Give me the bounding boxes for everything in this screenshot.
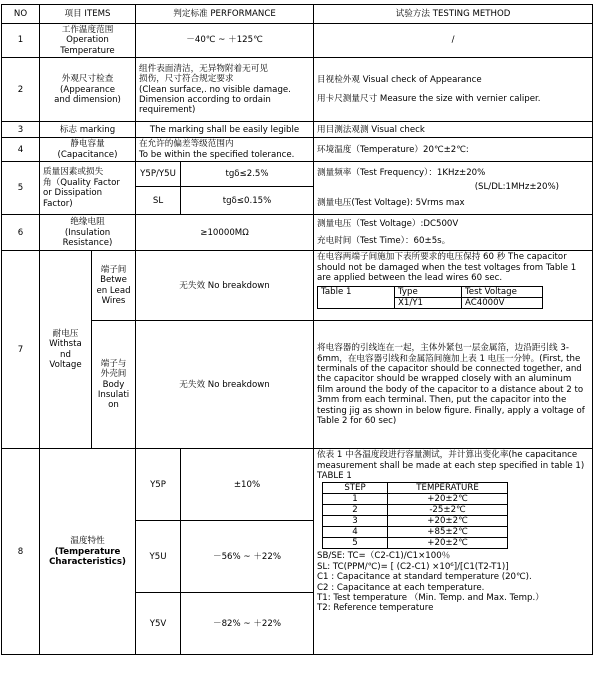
temperature-table-cell: 5 (323, 538, 388, 549)
temperature-table-cell: 2 (323, 505, 388, 516)
table-row (2, 215, 593, 251)
temperature-table-cell: 1 (323, 494, 388, 505)
row-no: 7 (2, 251, 40, 449)
temperature-table-cell: 3 (323, 516, 388, 527)
method-text: 依表 1 中各温度段进行容量测试，并计算出变化率(he capacitance measurement shall be made at each step specified in table 1) (317, 450, 585, 471)
performance-cell: The marking shall be easily legible (136, 122, 314, 138)
temp-type-cell: Y5P (136, 449, 181, 521)
performance-cell: 在允许的偏差等级范围内 To be within the specified tolerance. (136, 138, 314, 162)
table-row (2, 251, 593, 321)
item-cell: 标志 marking (40, 122, 136, 138)
table-row (2, 58, 593, 122)
item-cell: 外观尺寸检查 (Appearance and dimension) (40, 58, 136, 122)
table-row (2, 122, 593, 138)
temperature-table-cell: +85±2℃ (388, 527, 508, 538)
item-cell: 绝缘电阻 (Insulation Resistance) (40, 215, 136, 251)
temp-value-cell: －82% ~ ＋22% (181, 593, 314, 655)
dissipation-type-b: SL (136, 187, 181, 215)
voltage-table-cell: X1/Y1 (395, 298, 462, 309)
item-cell: 静电容量 (Capacitance) (40, 138, 136, 162)
method-cell (314, 162, 593, 215)
method-cell (314, 215, 593, 251)
dissipation-value-b: tgδ≤0.15% (181, 187, 314, 215)
header-performance: 判定标准 PERFORMANCE (136, 5, 314, 24)
performance-cell: 无失效 No breakdown (136, 321, 314, 449)
method-line: 用卡尺测量尺寸 Measure the size with vernier caliper. (317, 93, 541, 104)
method-line: 测量频率（Test Frequency）：1KHz±20% (317, 167, 486, 178)
row-no: 5 (2, 162, 40, 215)
method-cell: / (314, 24, 593, 58)
item-cell: 耐电压 Withsta nd Voltage (40, 251, 92, 449)
dissipation-value-a: tgδ≤2.5% (181, 162, 314, 187)
performance-cell: 无失效 No breakdown (136, 251, 314, 321)
row-no: 2 (2, 58, 40, 122)
temp-type-cell: Y5U (136, 521, 181, 593)
item-cell: 质量因素或损失 角（Quality Factor or Dissipation Factor) (40, 162, 136, 215)
method-line: 目视检外观 Visual check of Appearance (317, 75, 482, 86)
method-line: 充电时间（Test Time）：60±5s。 (317, 235, 451, 246)
spec-table (1, 4, 593, 655)
temperature-table-header: TEMPERATURE (388, 483, 508, 494)
formula-line: SL: TC(PPM/℃)= [ (C2-C1) ×10⁶]/[C1(T2-T1)] (317, 561, 509, 572)
voltage-table-title: Table 1 (318, 287, 395, 309)
table-row (2, 138, 593, 162)
method-cell: 环境温度（Temperature）20℃±2℃: (314, 138, 593, 162)
temp-type-cell: Y5V (136, 593, 181, 655)
method-cell (314, 58, 593, 122)
voltage-table-header: Test Voltage (462, 287, 543, 298)
performance-cell: 组件表面清洁，无异物附着无可见 损伤，尺寸符合规定要求 (Clean surface,. no visible damage. Dimension according to ordain requirement) (136, 58, 314, 122)
table-row (2, 449, 593, 521)
performance-cell: －40℃ ~ ＋125℃ (136, 24, 314, 58)
header-method: 试验方法 TESTING METHOD (314, 5, 593, 24)
temperature-table-cell: +20±2℃ (388, 494, 508, 505)
formula-line: C1 : Capacitance at standard temperature (20℃). (317, 572, 532, 583)
item-cn: 温度特性 (70, 536, 105, 547)
temperature-table-cell: -25±2℃ (388, 505, 508, 516)
temperature-table (322, 482, 508, 549)
voltage-table-cell: AC4000V (462, 298, 543, 309)
item-cell (40, 449, 136, 655)
sub-item-cell: 端子间 Betwe en Lead Wires (92, 251, 136, 321)
temp-value-cell: ±10% (181, 449, 314, 521)
dissipation-type-a: Y5P/Y5U (136, 162, 181, 187)
header-items: 项目 ITEMS (40, 5, 136, 24)
row-no: 4 (2, 138, 40, 162)
sub-item-cell: 端子与 外壳间 Body Insulati on (92, 321, 136, 449)
performance-cell: ≥10000MΩ (136, 215, 314, 251)
method-cell (314, 251, 593, 321)
row-no: 6 (2, 215, 40, 251)
header-row (2, 5, 593, 24)
method-text: 在电容两端子间施加下表所要求的电压保持 60 秒 The capacitor should not be damaged when the test voltages from Table 1 are applied between the lead wires 60 sec. (317, 252, 577, 284)
method-cell: 用目测法观测 Visual check (314, 122, 593, 138)
row-no: 8 (2, 449, 40, 655)
temperature-table-cell: +20±2℃ (388, 516, 508, 527)
temperature-table-title: TABLE 1 (317, 471, 352, 482)
method-line: 测量电压(Test Voltage): 5Vrms max (317, 198, 465, 209)
voltage-table (317, 286, 543, 309)
item-en: (Temperature Characteristics) (49, 546, 126, 567)
table-row (2, 24, 593, 58)
formula-line: C2 : Capacitance at each temperature. (317, 582, 485, 593)
temperature-table-cell: 4 (323, 527, 388, 538)
voltage-table-header: Type (395, 287, 462, 298)
method-cell (314, 449, 593, 655)
formula-line: SB/SE: TC=（C2-C1)/C1×100％ (317, 551, 451, 562)
method-line: 测量电压（Test Voltage）:DC500V (317, 219, 459, 230)
method-cell: 将电容器的引线连在一起，主体外紧包一层金属箔，边沿距引线 3-6mm，在电容器引线和金属箔间施加上表 1 电压一分钟。(First, the terminals of the capacitor should be connected together, and the capacitor should be wrapped closely with an aluminum film around the body of the capacitor to a distance about 2 to 3mm from each terminal. Then, put the capacitor into the testing jig as shown in below figure. Finally, apply a voltage of Table 2 for 60 sec) (314, 321, 593, 449)
temperature-table-cell: +20±2℃ (388, 538, 508, 549)
method-line: (SL/DL:1MHz±20%) (474, 182, 560, 193)
row-no: 1 (2, 24, 40, 58)
table-row (2, 162, 593, 187)
temperature-table-header: STEP (323, 483, 388, 494)
row-no: 3 (2, 122, 40, 138)
formula-line: T2: Reference temperature (317, 603, 434, 614)
formula-line: T1: Test temperature （Min. Temp. and Max. Temp.） (317, 593, 544, 604)
temp-value-cell: －56% ~ ＋22% (181, 521, 314, 593)
item-cell: 工作温度范围 Operation Temperature (40, 24, 136, 58)
header-no: NO (2, 5, 40, 24)
